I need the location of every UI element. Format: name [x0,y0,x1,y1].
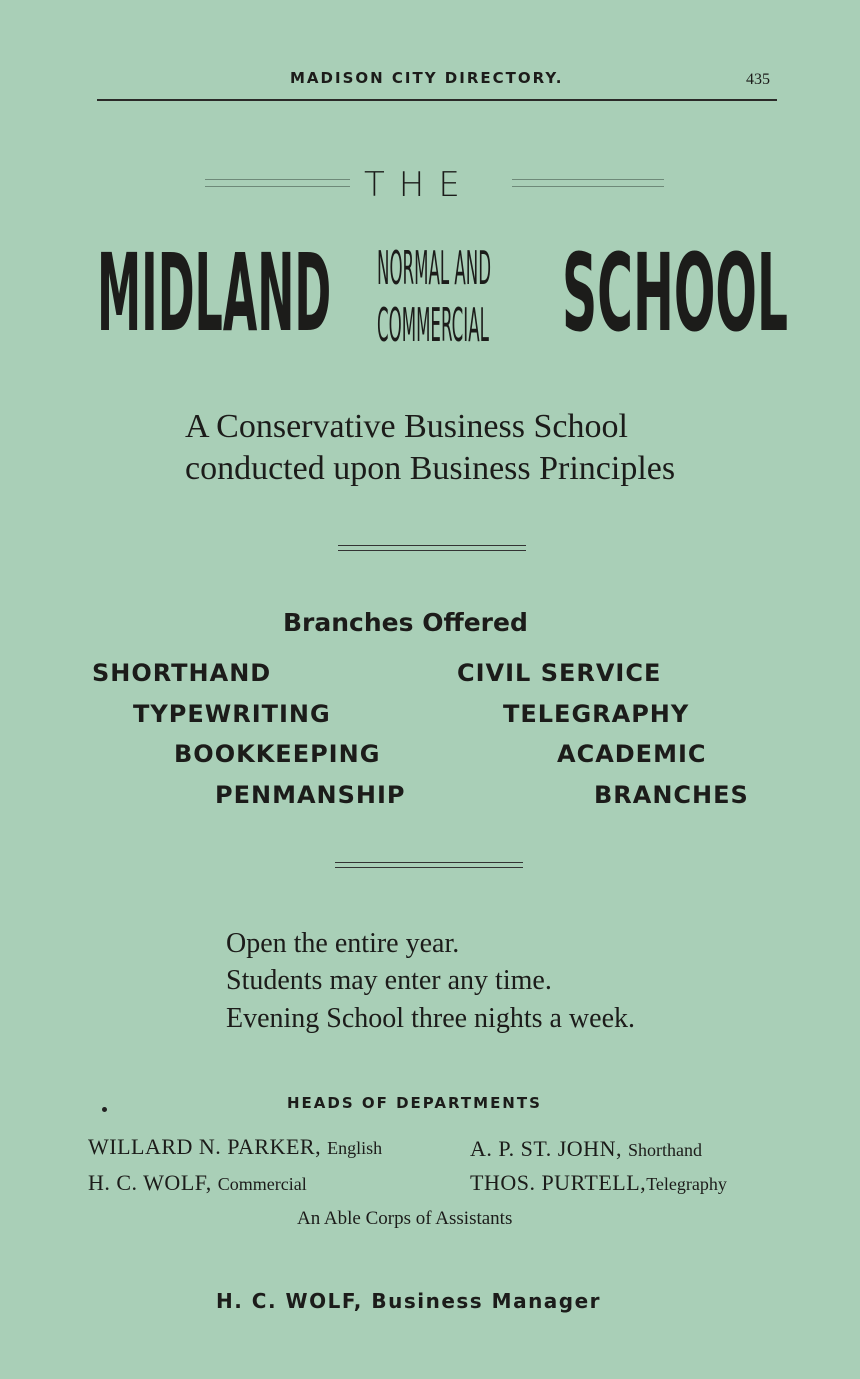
department-head-role: English [327,1138,383,1158]
branch-right-item: CIVIL SERVICE [457,659,662,687]
branch-right-item: ACADEMIC [557,740,707,768]
department-head [88,1170,307,1196]
department-head-role: Commercial [217,1174,307,1194]
school-name-school: SCHOOL [562,231,789,356]
page-number: 435 [746,71,770,88]
ornament-rule-right [512,179,664,187]
tagline-line-1: A Conservative Business School [185,408,628,445]
department-head [470,1136,702,1162]
department-head [470,1170,727,1196]
branch-right-item: TELEGRAPHY [503,700,690,728]
branch-right-item: BRANCHES [594,781,749,809]
departments-heading: HEADS OF DEPARTMENTS [287,1094,542,1112]
tagline-line-2: conducted upon Business Principles [185,450,676,487]
assistants-line: An Able Corps of Assistants [297,1208,513,1229]
department-head-role: Shorthand [627,1140,702,1160]
school-name-commercial: COMMERCIAL [377,297,489,353]
school-name-normal-and: NORMAL AND [377,240,492,296]
department-head-name: A. P. ST. JOHN, [470,1136,622,1161]
ink-dot [102,1107,107,1112]
ornament-rule-left [205,179,350,187]
department-head-name: THOS. PURTELL, [470,1170,647,1195]
school-name-midland: MIDLAND [97,231,332,356]
info-line: Open the entire year. [226,928,460,959]
separator-rule-2 [335,862,523,868]
branch-left-item: BOOKKEEPING [174,740,381,768]
department-head [88,1134,382,1160]
info-line: Evening School three nights a week. [226,1003,636,1034]
branch-left-item: SHORTHAND [92,659,272,687]
separator-rule-1 [338,545,526,551]
branches-heading: Branches Offered [283,608,528,637]
the-word: THE [364,165,474,205]
running-header-title: MADISON CITY DIRECTORY. [290,69,564,87]
branch-left-item: TYPEWRITING [133,700,331,728]
department-head-name: H. C. WOLF, [88,1170,212,1195]
department-head-role: Telegraphy [646,1174,727,1194]
business-manager: H. C. WOLF, Business Manager [216,1289,602,1313]
branch-left-item: PENMANSHIP [215,781,406,809]
info-line: Students may enter any time. [226,965,552,996]
header-rule [97,99,777,101]
department-head-name: WILLARD N. PARKER, [88,1134,322,1159]
